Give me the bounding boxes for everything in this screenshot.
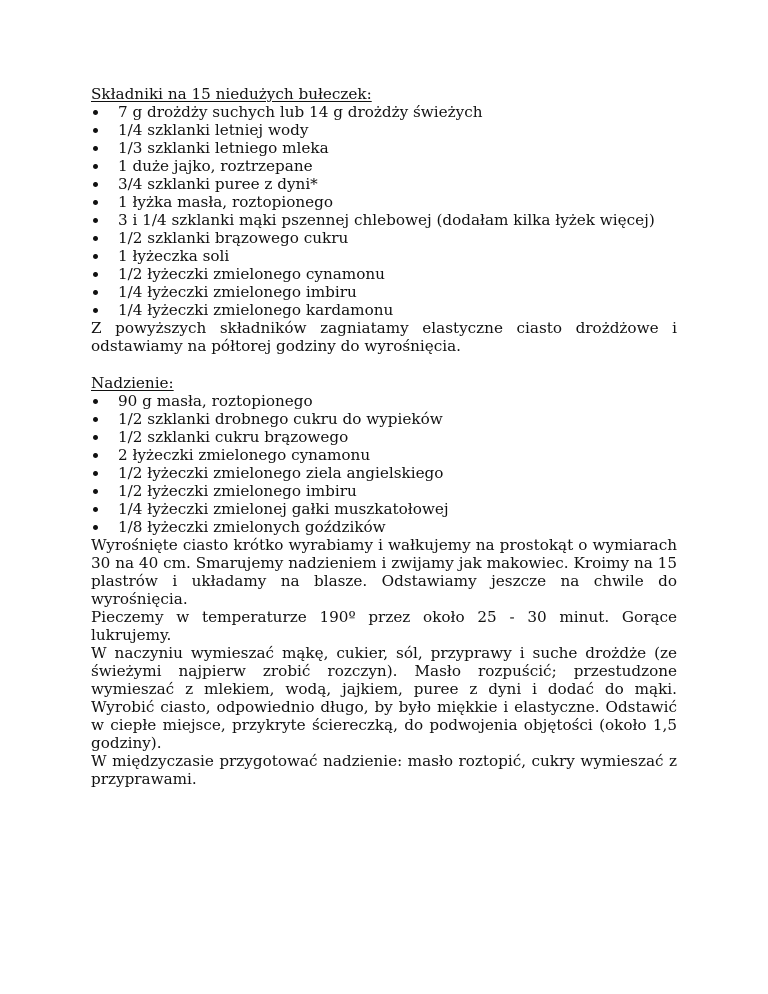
list-item: 1/2 szklanki cukru brązowego [91,428,677,446]
list-item: 1/4 łyżeczki zmielonej gałki muszkatołowej [91,500,677,518]
filling-instruction: W międzyczasie przygotować nadzienie: masło roztopić, cukry wymieszać z przyprawami. [91,752,677,788]
dough-instruction: Z powyższych składników zagniatamy elastyczne ciasto drożdżowe i odstawiamy na półtorej godziny do wyrośnięcia. [91,319,677,355]
list-item: 3/4 szklanki puree z dyni* [91,175,677,193]
list-item: 1 duże jajko, roztrzepane [91,157,677,175]
list-item: 1/2 łyżeczki zmielonego imbiru [91,482,677,500]
baking-instruction: Pieczemy w temperaturze 190º przez około 25 - 30 minut. Gorące lukrujemy. [91,608,677,644]
list-item: 1/2 łyżeczki zmielonego cynamonu [91,265,677,283]
list-item: 1/4 szklanki letniej wody [91,121,677,139]
recipe-document [91,85,677,788]
list-item: 1/3 szklanki letniego mleka [91,139,677,157]
list-item: 1/2 łyżeczki zmielonego ziela angielskiego [91,464,677,482]
list-item: 1 łyżka masła, roztopionego [91,193,677,211]
list-item: 1/4 łyżeczki zmielonego kardamonu [91,301,677,319]
list-item: 1/2 szklanki drobnego cukru do wypieków [91,410,677,428]
shaping-instruction: Wyrośnięte ciasto krótko wyrabiamy i wałkujemy na prostokąt o wymiarach 30 na 40 cm. Smarujemy nadzieniem i zwijamy jak makowiec. Kroimy na 15 plastrów i układamy na blasze. Odstawiamy jeszcze na chwile do wyrośnięcia. [91,536,677,608]
filling-heading: Nadzienie: [91,374,174,392]
filling-list [91,392,677,536]
mixing-instruction: W naczyniu wymieszać mąkę, cukier, sól, przyprawy i suche drożdże (ze świeżymi najpierw zrobić rozczyn). Masło rozpuścić; przestudzone wymieszać z mlekiem, wodą, jajkiem, puree z dyni i dodać do mąki. Wyrobić ciasto, odpowiednio długo, by było miękkie i elastyczne. Odstawić w ciepłe miejsce, przykryte ściereczką, do podwojenia objętości (około 1,5 godziny). [91,644,677,752]
list-item: 1/4 łyżeczki zmielonego imbiru [91,283,677,301]
list-item: 3 i 1/4 szklanki mąki pszennej chlebowej (dodałam kilka łyżek więcej) [91,211,677,229]
list-item: 90 g masła, roztopionego [91,392,677,410]
ingredients-heading: Składniki na 15 niedużych bułeczek: [91,85,372,103]
ingredients-list [91,103,677,319]
list-item: 7 g drożdży suchych lub 14 g drożdży świeżych [91,103,677,121]
list-item: 2 łyżeczki zmielonego cynamonu [91,446,677,464]
list-item: 1/2 szklanki brązowego cukru [91,229,677,247]
list-item: 1 łyżeczka soli [91,247,677,265]
list-item: 1/8 łyżeczki zmielonych goździków [91,518,677,536]
